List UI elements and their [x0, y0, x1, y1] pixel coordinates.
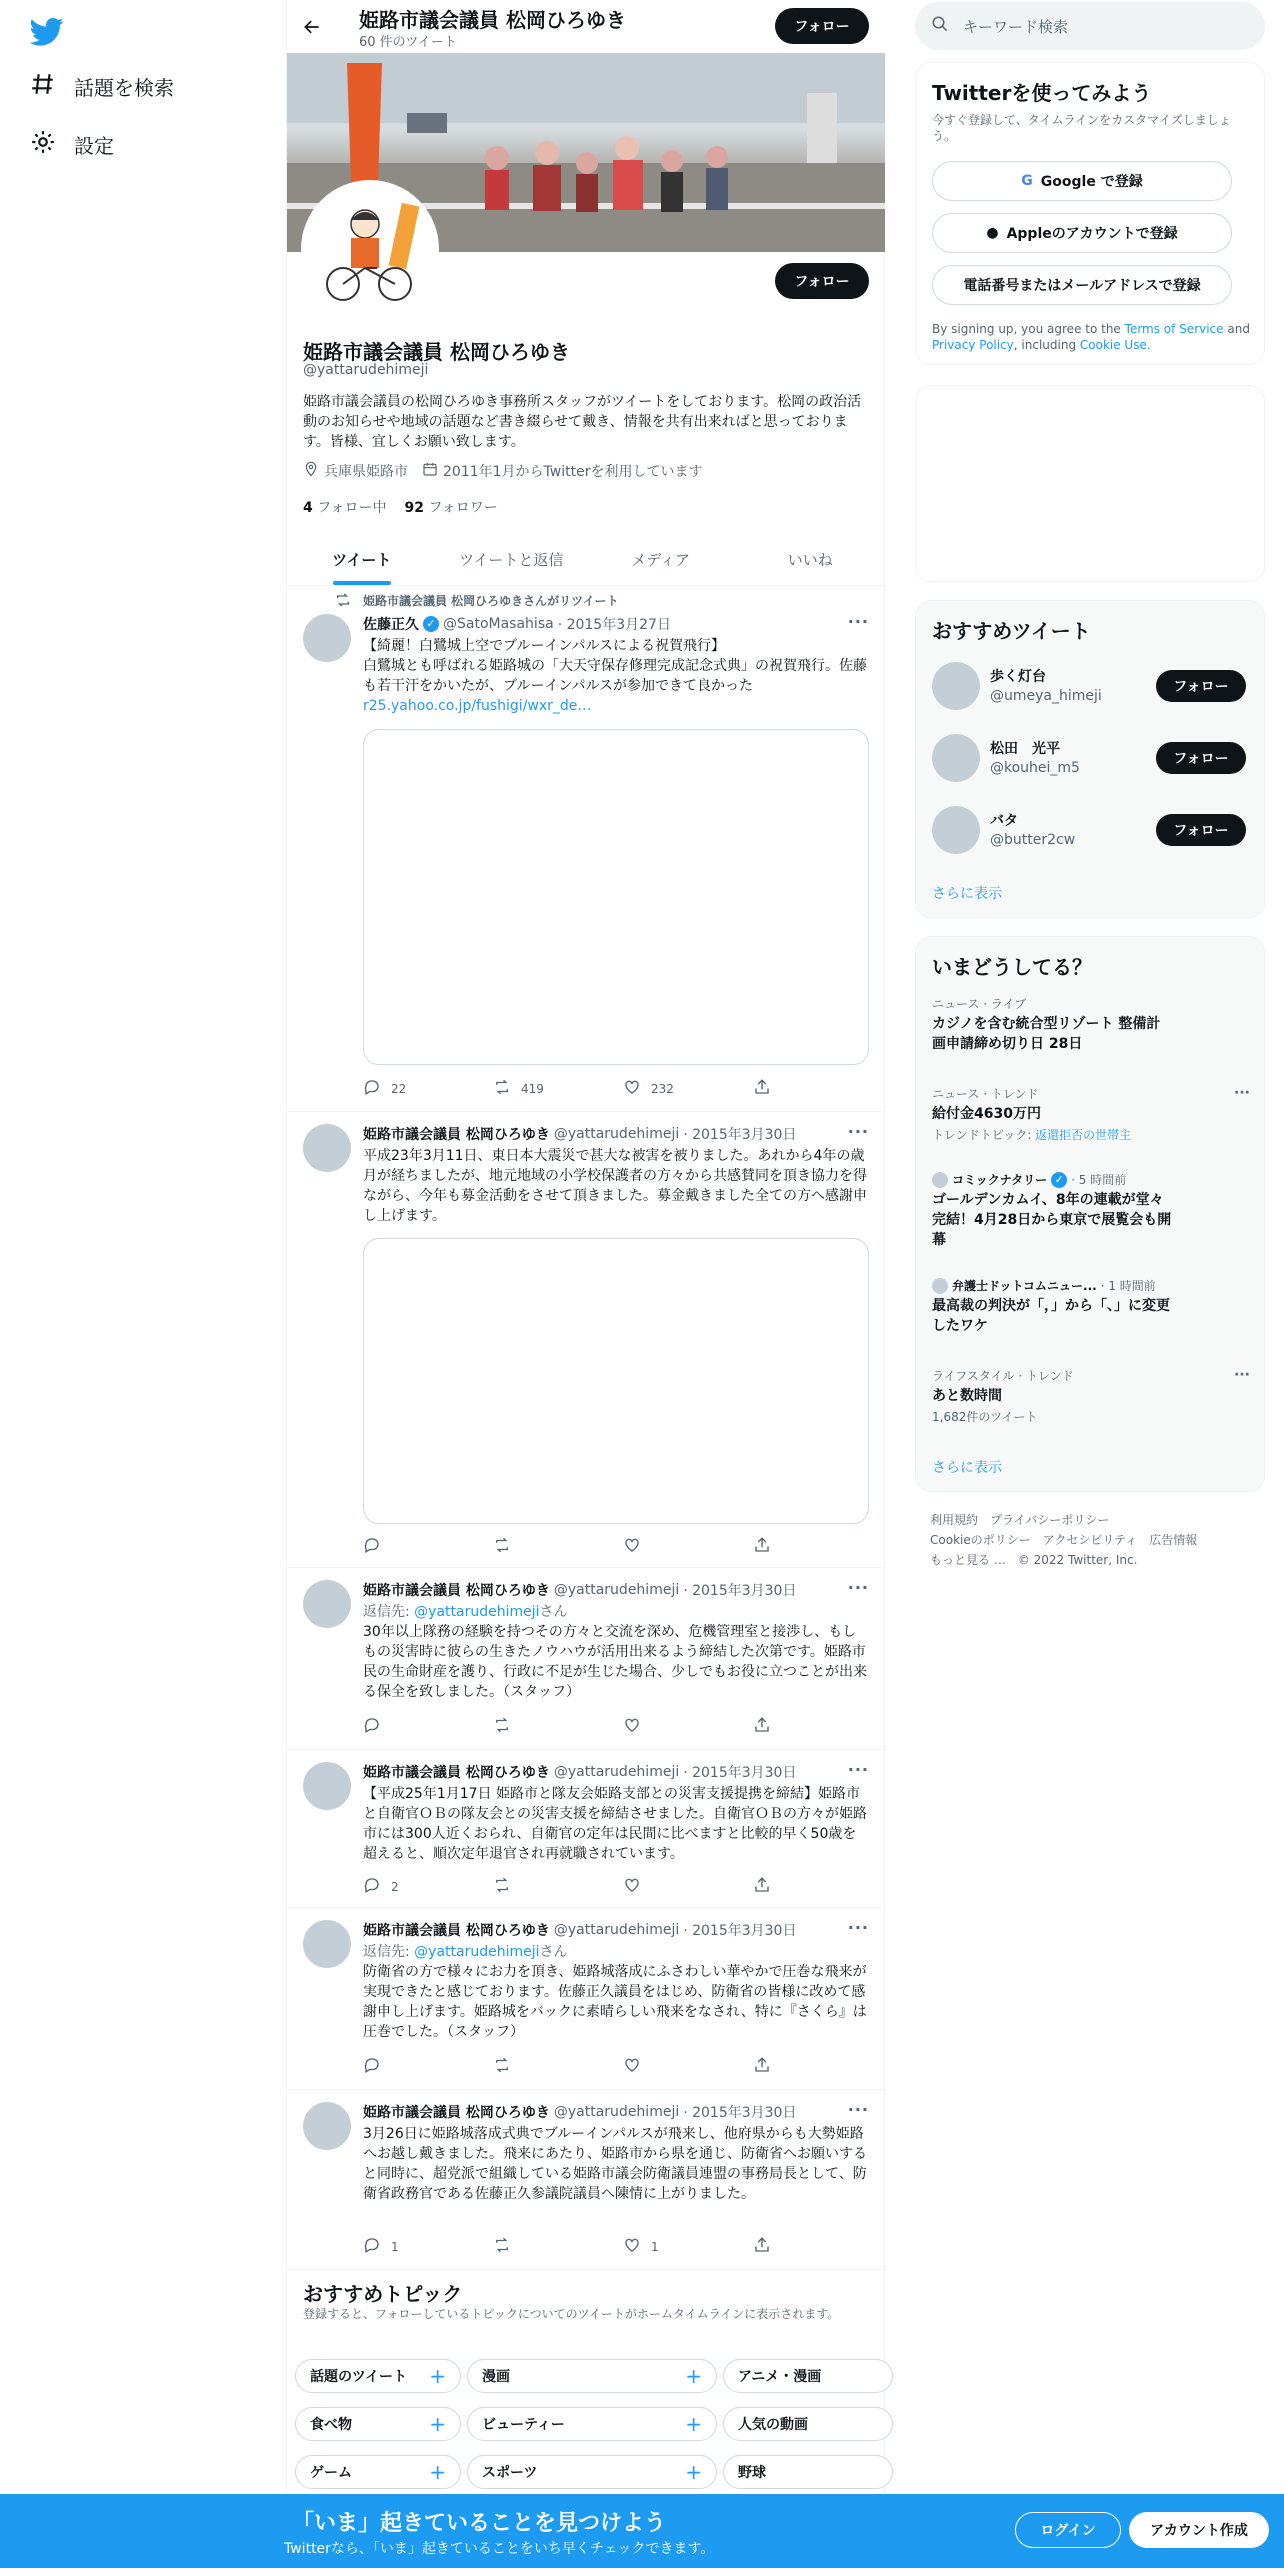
tweet-author-handle[interactable]: @yattarudehimeji [553, 1126, 680, 1142]
tweet-header [363, 1580, 796, 1600]
trend-title: あと数時間 [932, 1388, 1002, 1404]
profile-avatar[interactable] [301, 180, 439, 318]
footer-link[interactable]: 利用規約 [930, 1513, 979, 1527]
tweet[interactable] [287, 1908, 885, 2090]
follow-button[interactable]: フォロー [1156, 742, 1246, 774]
more-options-icon[interactable]: ··· [847, 2100, 869, 2119]
profile-follow-stats [303, 497, 498, 517]
trend-time: · 1 時間前 [1100, 1279, 1156, 1293]
topbar-tweet-count: 60 件のツイート [359, 35, 457, 50]
recommended-title: おすすめツイート [932, 619, 1091, 643]
trend-source [932, 1277, 1250, 1294]
footer-link[interactable]: プライバシーポリシー [990, 1513, 1110, 1527]
trend-item[interactable] [932, 1367, 1250, 1425]
reply-button[interactable] [363, 2236, 493, 2257]
reply-icon [363, 1876, 381, 1897]
tweet-text: 【平成25年1月17日 姫路市と隊友会姫路支部との災害支援提携を締結】姫路市と自衛官ＯＢの隊友会との災害支援を締結させました。自衛官ＯＢの方々が姫路市には300人近くおられ、自衛官の定年は民間に比べますと比較的早く50歳を超えると、順次定年退官され再就職されています。 [363, 1786, 867, 1862]
recommended-user-handle: @umeya_himeji [990, 688, 1102, 704]
reply-button[interactable] [363, 1536, 493, 1557]
retweet-button[interactable] [493, 2056, 623, 2077]
phone-signup-label: 電話番号またはメールアドレスで登録 [963, 278, 1201, 294]
like-button[interactable] [623, 1716, 753, 1737]
reply-icon [363, 2236, 381, 2257]
topic-chip[interactable] [467, 2455, 717, 2489]
privacy-link[interactable]: Privacy Policy [932, 338, 1014, 352]
tweet-date[interactable]: · 2015年3月30日 [683, 1923, 797, 1939]
followers-label: フォロワー [428, 500, 498, 516]
retweet-indicator [363, 592, 619, 609]
avatar[interactable] [303, 1124, 351, 1172]
tab-tweets[interactable]: ツイート [287, 533, 437, 585]
reply-count: 22 [391, 1081, 407, 1096]
avatar[interactable] [303, 1762, 351, 1810]
topbar-name: 姫路市議会議員 松岡ひろゆき [359, 8, 626, 32]
twitter-logo-icon[interactable] [30, 14, 64, 48]
topic-chip-label: 話題のツイート [310, 2369, 408, 2385]
more-options-icon[interactable]: ··· [1234, 1085, 1250, 1101]
empty-placeholder-card [915, 385, 1265, 582]
avatar[interactable] [303, 1920, 351, 1968]
topic-chip-label: 野球 [738, 2465, 766, 2481]
tweet-date[interactable]: · 2015年3月27日 [557, 617, 671, 633]
tweet[interactable] [287, 586, 885, 1112]
tweet-actions [363, 1716, 803, 1737]
tweet-link[interactable]: r25.yahoo.co.jp/fushigi/wxr_de… [363, 698, 592, 714]
topic-chip[interactable] [723, 2455, 893, 2489]
tweet-author-name[interactable]: 姫路市議会議員 松岡ひろゆき [363, 2105, 550, 2121]
trend-time: · 5 時間前 [1071, 1173, 1127, 1187]
following-label: フォロー中 [317, 500, 387, 516]
plus-icon: + [685, 2364, 702, 2388]
profile-meta [303, 461, 702, 481]
trend-sub-link[interactable]: 返還拒否の世帯主 [1035, 1128, 1132, 1142]
retweet-button[interactable] [493, 2236, 623, 2257]
tweet-author-handle[interactable]: @yattarudehimeji [553, 2104, 680, 2120]
terms-link[interactable]: Terms of Service [1124, 322, 1224, 336]
tweet-text: 防衛省の方で様々にお力を頂き、姫路城落成にふさわしい華やかで圧巻な飛来が実現できたと感じております。佐藤正久議員をはじめ、防衛省の皆様に改めて感謝申し上げます。姫路城をバックに素晴らしい飛来をなされ、特に『さくら』は圧巻でした。（スタッフ） [363, 1964, 867, 2040]
nav-settings-label: 設定 [74, 133, 114, 158]
more-options-icon[interactable]: ··· [847, 612, 869, 631]
footer [930, 1510, 1250, 1570]
more-options-icon[interactable]: ··· [1234, 1367, 1250, 1383]
reply-to [363, 1601, 568, 1621]
trend-source-name: 弁護士ドットコムニュー... [952, 1279, 1097, 1293]
tab-media[interactable]: メディア [631, 550, 691, 569]
tweet-actions [363, 2056, 803, 2077]
profile-joined [422, 461, 702, 481]
share-icon [753, 2236, 771, 2257]
avatar[interactable] [932, 662, 980, 710]
location-pin-icon [303, 461, 319, 481]
trend-title: カジノを含む統合型リゾート 整備計画申請締め切り日 28日 [932, 1016, 1161, 1052]
signup-terms [932, 321, 1252, 353]
tweet-author-handle[interactable]: @yattarudehimeji [553, 1582, 680, 1598]
topic-chip[interactable] [467, 2407, 717, 2441]
trend-item[interactable] [932, 1277, 1250, 1336]
like-count: 1 [651, 2239, 659, 2254]
tweet-author-name[interactable]: 姫路市議会議員 松岡ひろゆき [363, 1923, 550, 1939]
trend-source [932, 1171, 1250, 1188]
retweet-button[interactable] [493, 1078, 623, 1099]
tweet-date[interactable]: · 2015年3月30日 [683, 2105, 797, 2121]
profile-bio: 姫路市議会議員の松岡ひろゆき事務所スタッフがツイートをしております。松岡の政治活動のお知らせや地域の話題など書き綴らせて戴き、情報を共有出来ればと思っております。皆様、宜しくお願い致します。 [303, 394, 862, 450]
avatar[interactable] [932, 734, 980, 782]
reply-button[interactable] [363, 1078, 493, 1099]
terms-prefix: By signing up, you agree to the [932, 322, 1121, 336]
tweet-actions [363, 1876, 803, 1897]
search-icon [931, 15, 949, 37]
tweet-text: 3月26日に姫路城落成式典でブルーインパルスが飛来し、他府県からも大勢姫路へお越し戴きました。飛来にあたり、姫路市から県を通じ、防衛省へお願いすると同時に、超党派で組織している姫路市議会防衛議員連盟の事務局長として、防衛省政務官である佐藤正久参議院議員へ陳情に上がりました。 [363, 2126, 867, 2202]
trend-item[interactable] [932, 1171, 1250, 1250]
topbar-follow-button[interactable]: フォロー [775, 8, 869, 44]
retweet-icon [493, 2056, 511, 2077]
tweet-author-handle[interactable]: @SatoMasahisa [443, 616, 554, 632]
signup-subtitle: 今すぐ登録して、タイムラインをカスタマイズしましょう。 [932, 113, 1231, 143]
recommended-user-name: 松田 光平 [990, 741, 1060, 757]
tweet-date[interactable]: · 2015年3月30日 [683, 1583, 797, 1599]
heart-icon [623, 1536, 641, 1557]
trend-category: ライフスタイル · トレンド [932, 1369, 1074, 1383]
source-avatar [932, 1172, 948, 1188]
google-signup-label: Google で登録 [1040, 174, 1143, 190]
tweet-header [363, 2102, 796, 2122]
reply-icon [363, 1536, 381, 1557]
retweet-icon [493, 2236, 511, 2257]
show-more-link[interactable]: さらに表示 [932, 886, 1002, 902]
topic-chip-label: 漫画 [482, 2369, 510, 2385]
topic-chip[interactable] [295, 2455, 461, 2489]
more-options-icon[interactable]: ··· [847, 1122, 869, 1141]
retweet-button[interactable] [493, 1876, 623, 1897]
tweet-author-name[interactable]: 姫路市議会議員 松岡ひろゆき [363, 1765, 550, 1781]
tweet-text: 平成23年3月11日、東日本大震災で甚大な被害を被りました。あれから4年の歳月が経ちましたが、地元地域の小学校保護者の方々から共感賛同を頂き協力を得ながら、今年も募金活動をさせて頂きました。募金戴きました全ての方へ感謝申し上げます。 [363, 1148, 867, 1224]
like-button[interactable] [623, 2056, 753, 2077]
like-button[interactable] [623, 1536, 753, 1557]
profile-name: 姫路市議会議員 松岡ひろゆき [303, 340, 570, 364]
back-arrow-icon[interactable] [297, 12, 327, 42]
recommended-user[interactable] [932, 658, 1250, 714]
tweet-author-name[interactable]: 佐藤正久 [363, 617, 419, 633]
terms-including: , including [1013, 338, 1077, 352]
retweet-button[interactable] [493, 1716, 623, 1737]
share-icon [753, 1536, 771, 1557]
reply-icon [363, 1716, 381, 1737]
share-button[interactable] [753, 2236, 803, 2257]
profile-follow-button[interactable]: フォロー [775, 263, 869, 299]
tweet-text: 【綺麗！白鷺城上空でブルーインパルスによる祝賀飛行】 白鷺城とも呼ばれる姫路城の「大天守保存修理完成記念式典」の祝賀飛行。佐藤も若干汗をかいたが、ブルーインパルスが参加できて良かった [363, 638, 867, 694]
footer-link[interactable]: 広告情報 [1149, 1533, 1198, 1547]
login-button[interactable]: ログイン [1015, 2512, 1121, 2548]
topic-chip[interactable] [295, 2407, 461, 2441]
retweet-icon [335, 592, 351, 611]
retweet-count: 419 [521, 1081, 544, 1096]
avatar[interactable] [303, 1580, 351, 1628]
retweet-icon [493, 1876, 511, 1897]
reply-to-handle[interactable]: @yattarudehimeji [414, 1944, 540, 1960]
google-icon: G [1021, 173, 1033, 189]
tweet-date[interactable]: · 2015年3月30日 [683, 1765, 797, 1781]
plus-icon: + [429, 2364, 446, 2388]
tweet[interactable] [287, 1112, 885, 1568]
like-button[interactable] [623, 2236, 753, 2257]
google-signup-button[interactable] [932, 161, 1232, 201]
retweet-icon [493, 1536, 511, 1557]
trends-card [915, 936, 1265, 1492]
profile-location [303, 461, 408, 481]
footer-link[interactable]: アクセシビリティ [1042, 1533, 1138, 1547]
reply-icon [363, 2056, 381, 2077]
heart-icon [623, 2236, 641, 2257]
main-column [286, 0, 885, 2568]
recommended-user-name: 歩く灯台 [990, 669, 1046, 685]
reply-button[interactable] [363, 1716, 493, 1737]
apple-icon: ● [986, 225, 999, 241]
right-sidebar [885, 0, 1284, 2568]
nav-explore-label: 話題を検索 [74, 75, 174, 100]
trend-subtitle [932, 1126, 1250, 1143]
topic-chip-label: スポーツ [482, 2465, 538, 2481]
reply-to-suffix: さん [539, 1944, 568, 1960]
heart-icon [623, 1716, 641, 1737]
bottom-signup-bar [0, 2494, 1284, 2568]
bottom-bar-title: 「いま」起きていることを見つけよう [292, 2511, 667, 2536]
search-placeholder: キーワード検索 [963, 17, 1069, 36]
terms-and: and [1227, 322, 1250, 336]
trend-title: 最高裁の判決が「，」から「、」に変更したワケ [932, 1298, 1170, 1334]
signup-title: Twitterを使ってみよう [932, 81, 1152, 105]
tweet-actions [363, 2236, 803, 2257]
tweet-header [363, 1124, 796, 1144]
tab-tweets-and-replies[interactable]: ツイートと返信 [459, 550, 564, 569]
apple-signup-button[interactable] [932, 213, 1232, 253]
tab-likes[interactable]: いいね [787, 550, 833, 569]
trend-title: 給付金4630万円 [932, 1106, 1041, 1122]
phone-email-signup-button[interactable] [932, 265, 1232, 305]
trend-title: ゴールデンカムイ、8年の連載が堂々完結！4月28日から東京で展覧会も開幕 [932, 1192, 1172, 1248]
share-button[interactable] [753, 1876, 803, 1897]
verified-badge-icon: ✓ [1051, 1172, 1067, 1188]
reply-icon [363, 1078, 381, 1099]
profile-tabs [287, 533, 885, 586]
reply-to-suffix: さん [539, 1604, 568, 1620]
tweet-author-handle[interactable]: @yattarudehimeji [553, 1764, 680, 1780]
profile-handle: @yattarudehimeji [303, 362, 429, 378]
search-input[interactable] [915, 2, 1265, 50]
tweet-media-card[interactable] [363, 1238, 869, 1524]
like-button[interactable] [623, 1876, 753, 1897]
retweet-icon [493, 1078, 511, 1099]
share-icon [753, 1876, 771, 1897]
footer-copyright: © 2022 Twitter, Inc. [1017, 1553, 1138, 1567]
footer-link[interactable]: もっと見る … [930, 1553, 1006, 1567]
topic-chip-label: 食べ物 [310, 2417, 352, 2433]
recommended-user-handle: @butter2cw [990, 832, 1076, 848]
tweet[interactable] [287, 1568, 885, 1750]
reply-to-handle[interactable]: @yattarudehimeji [414, 1604, 540, 1620]
topic-chip[interactable] [723, 2407, 893, 2441]
topics-subtitle: 登録すると、フォローしているトピックについてのツイートがホームタイムラインに表示されます。 [303, 2307, 840, 2321]
followers-link[interactable] [405, 497, 498, 517]
more-options-icon[interactable]: ··· [847, 1760, 869, 1779]
following-count: 4 [303, 500, 313, 516]
avatar[interactable] [303, 614, 351, 662]
followers-count: 92 [404, 500, 424, 516]
tweet-author-handle[interactable]: @yattarudehimeji [553, 1922, 680, 1938]
bottom-bar-subtitle: Twitterなら、「いま」起きていることをいち早くチェックできます。 [284, 2541, 715, 2557]
following-link[interactable] [303, 497, 387, 517]
follow-button[interactable]: フォロー [1156, 814, 1246, 846]
reply-to [363, 1941, 568, 1961]
left-nav [0, 0, 286, 2568]
topic-chip-label: ビューティー [482, 2417, 565, 2433]
trend-source-name: コミックナタリー [952, 1173, 1048, 1187]
plus-icon: + [429, 2412, 446, 2436]
heart-icon [623, 1078, 641, 1099]
trend-item[interactable] [932, 995, 1250, 1054]
hashtag-icon [30, 71, 56, 102]
reply-to-prefix: 返信先: [363, 1944, 410, 1960]
share-button[interactable] [753, 2056, 803, 2077]
profile-joined-text: 2011年1月からTwitterを利用しています [443, 464, 703, 480]
topic-chip[interactable] [467, 2359, 717, 2393]
gear-icon [30, 129, 56, 160]
plus-icon: + [685, 2412, 702, 2436]
profile-topbar [287, 0, 885, 53]
nav-explore[interactable] [30, 64, 174, 108]
verified-badge-icon: ✓ [423, 616, 439, 632]
show-more-link[interactable]: さらに表示 [932, 1460, 1002, 1476]
calendar-icon [422, 461, 438, 481]
share-button[interactable] [753, 1078, 803, 1099]
share-icon [753, 1078, 771, 1099]
tweet[interactable] [287, 2090, 885, 2270]
plus-icon: + [685, 2460, 702, 2484]
cookie-link[interactable]: Cookie Use. [1079, 338, 1151, 352]
reply-count: 1 [391, 2239, 399, 2254]
trend-sub-prefix: トレンドトピック: [932, 1128, 1032, 1142]
tweet-actions [363, 1536, 803, 1557]
tweet[interactable] [287, 1750, 885, 1908]
source-avatar [932, 1278, 948, 1294]
tweet-actions [363, 1078, 803, 1099]
share-icon [753, 2056, 771, 2077]
tweet-media-card[interactable] [363, 729, 869, 1065]
follow-button[interactable]: フォロー [1156, 670, 1246, 702]
recommended-user[interactable] [932, 730, 1250, 786]
apple-signup-label: Appleのアカウントで登録 [1006, 226, 1178, 242]
topic-chip[interactable] [295, 2359, 461, 2393]
signup-card [915, 62, 1265, 365]
recommended-user-name: バタ [990, 813, 1018, 829]
tweet-author-name[interactable]: 姫路市議会議員 松岡ひろゆき [363, 1127, 550, 1143]
topic-chip[interactable] [723, 2359, 893, 2393]
retweet-icon [493, 1716, 511, 1737]
like-count: 232 [651, 1081, 674, 1096]
nav-settings[interactable] [30, 122, 114, 166]
more-options-icon[interactable]: ··· [847, 1918, 869, 1937]
share-icon [753, 1716, 771, 1737]
plus-icon: + [429, 2460, 446, 2484]
footer-link[interactable]: Cookieのポリシー [930, 1533, 1031, 1547]
trend-category: ニュース · トレンド [932, 1087, 1039, 1101]
recommended-user[interactable] [932, 802, 1250, 858]
trend-category: ニュース · ライブ [932, 997, 1027, 1011]
trend-subtitle: 1,682件のツイート [932, 1410, 1038, 1424]
topic-chip-label: 人気の動画 [738, 2417, 808, 2433]
retweet-button[interactable] [493, 1536, 623, 1557]
like-button[interactable] [623, 1078, 753, 1099]
more-options-icon[interactable]: ··· [847, 1578, 869, 1597]
tweet-header [363, 1920, 796, 1940]
tweet-header [363, 1762, 796, 1782]
reply-button[interactable] [363, 1876, 493, 1897]
topics-title: おすすめトピック [303, 2282, 463, 2306]
trend-item[interactable] [932, 1085, 1250, 1143]
trends-title: いまどうしてる？ [932, 955, 1092, 979]
signup-button[interactable]: アカウント作成 [1129, 2512, 1269, 2548]
tweet-date[interactable]: · 2015年3月30日 [683, 1127, 797, 1143]
retweet-by-text: 姫路市議会議員 松岡ひろゆきさんがリツイート [363, 594, 619, 608]
tweet-header [363, 614, 671, 634]
share-button[interactable] [753, 1716, 803, 1737]
profile-location-text: 兵庫県姫路市 [324, 464, 408, 480]
reply-to-prefix: 返信先: [363, 1604, 410, 1620]
heart-icon [623, 2056, 641, 2077]
topic-chip-label: ゲーム [310, 2465, 352, 2481]
recommended-user-handle: @kouhei_m5 [990, 760, 1080, 776]
recommended-tweets-card [915, 600, 1265, 918]
avatar[interactable] [932, 806, 980, 854]
avatar[interactable] [303, 2102, 351, 2150]
reply-button[interactable] [363, 2056, 493, 2077]
share-button[interactable] [753, 1536, 803, 1557]
tweet-author-name[interactable]: 姫路市議会議員 松岡ひろゆき [363, 1583, 550, 1599]
tweet-text: 30年以上隊務の経験を持つその方々と交流を深め、危機管理室と接渉し、もしもの災害時に彼らの生きたノウハウが活用出来るよう締結した次第です。姫路市民の生命財産を護り、行政に不足が生じた場合、少しでもお役に立つことが出来る保全を致しました。（スタッフ） [363, 1624, 867, 1700]
topic-chip-label: アニメ・漫画 [738, 2369, 822, 2385]
reply-count: 2 [391, 1879, 399, 1894]
heart-icon [623, 1876, 641, 1897]
